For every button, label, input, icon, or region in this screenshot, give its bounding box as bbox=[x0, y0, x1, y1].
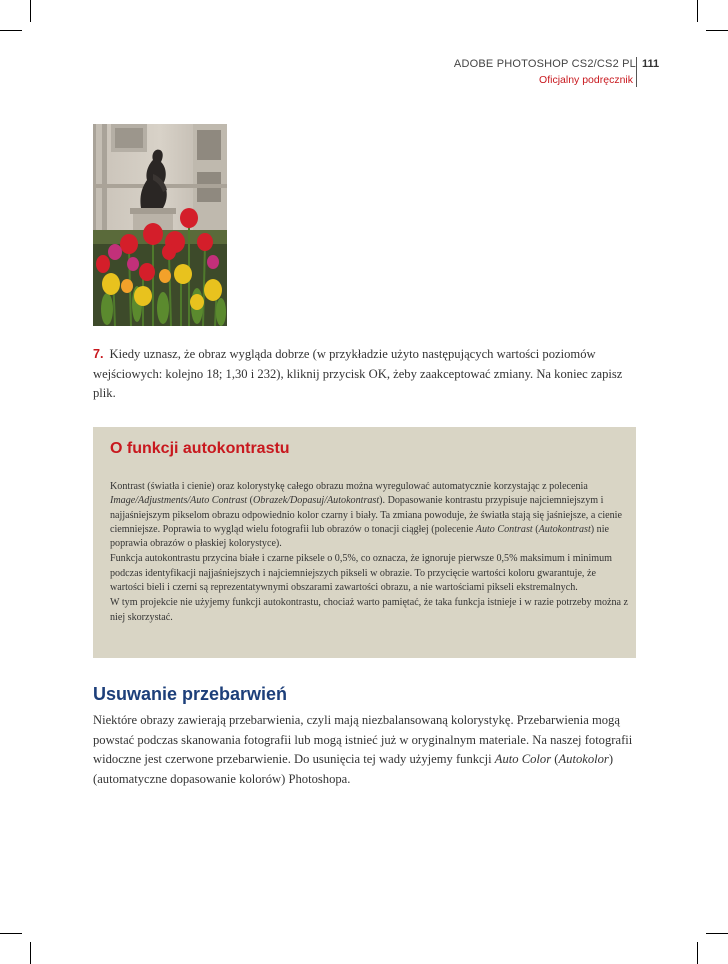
sidebar-box bbox=[93, 427, 636, 658]
step-text: Kiedy uznasz, że obraz wygląda dobrze (w przykładzie użyto następujących wartości poziomów wejściowych: kolejno 18; 1,30 i 232), kliknij przycisk OK, żeby zaakceptować zmiany. Na koniec zapisz plik. bbox=[93, 347, 623, 400]
text-run: ( bbox=[532, 523, 539, 535]
text-run: ( bbox=[551, 752, 559, 766]
command-name: Auto Color bbox=[494, 752, 552, 766]
running-subtitle: Oficjalny podręcznik bbox=[539, 74, 633, 86]
crop-mark bbox=[706, 933, 728, 934]
command-name: Autokontrast bbox=[538, 523, 591, 535]
sidebar-title: O funkcji autokontrastu bbox=[110, 440, 290, 457]
tulip-photo bbox=[93, 124, 227, 326]
text-run: ( bbox=[247, 495, 253, 507]
menu-path: Obrazek/Dopasuj/Autokontrast bbox=[253, 495, 380, 507]
text-run: ) nie poprawia obrazów o płaskiej kolorystyce). bbox=[110, 523, 609, 550]
sidebar-paragraph: Funkcja autokontrastu przycina białe i czarne piksele o 0,5%, co oznacza, że ignoruje pierwsze 0,5% maksimum i minimum podczas identyfikacji najjaśniejszych i najciemniejszych pikseli w obrazie. To przycięcie wartości koloru gwarantuje, że wartości bieli i czerni są reprezentatywnymi obszarami zawartości obrazu, a nie wartościami pikseli ekstremalnych. bbox=[110, 553, 613, 594]
crop-mark bbox=[697, 942, 698, 964]
crop-mark bbox=[697, 0, 698, 22]
sidebar-paragraph: W tym projekcie nie użyjemy funkcji autokontrastu, chociaż warto pamiętać, że taka funkcja istnieje i w razie potrzeby można z niej skorzystać. bbox=[110, 597, 629, 623]
crop-mark bbox=[30, 0, 31, 22]
section-heading: Usuwanie przebarwień bbox=[93, 684, 288, 704]
menu-path: Image/Adjustments/Auto Contrast bbox=[110, 495, 248, 507]
text-run: Niektóre obrazy zawierają przebarwienia, czyli mają niezbalansowaną kolorystykę. Przebarwienia mogą powstać podczas skanowania fotografii lub mogą istnieć już w oryginalnym materiale. Na naszej fotografii widoczne jest czerwone przebarwienie. Do usunięcia tej wady użyjemy funkcji bbox=[93, 713, 633, 766]
command-name: Auto Contrast bbox=[475, 523, 533, 535]
section-body bbox=[93, 711, 633, 789]
step-number: 7. bbox=[93, 347, 104, 361]
page-number: 111 bbox=[642, 58, 660, 70]
crop-mark bbox=[30, 942, 31, 964]
step-paragraph bbox=[93, 345, 633, 404]
header-divider bbox=[636, 57, 637, 87]
crop-mark bbox=[0, 933, 22, 934]
sidebar-body bbox=[110, 480, 630, 626]
crop-mark bbox=[0, 30, 22, 31]
crop-mark bbox=[706, 30, 728, 31]
text-run: Kontrast (światła i cienie) oraz kolorystykę całego obrazu można wyregulować automatycznie korzystając z polecenia bbox=[110, 481, 588, 492]
text-run: ). Dopasowanie kontrastu przypisuje najciemniejszym i najjaśniejszym pikselom obrazu odpowiednio kolor czarny i biały. Ta zmiana powoduje, że światła stają się jaśniejsze, a cienie ciemniejsze. Poprawia to wygląd wielu fotografii lub obrazów o tonacji ciągłej (polecenie bbox=[110, 495, 622, 535]
section-paragraph bbox=[93, 711, 633, 789]
sidebar-paragraph bbox=[110, 480, 630, 551]
command-name: Autokolor bbox=[558, 752, 609, 766]
text-run: ) (automatyczne dopasowanie kolorów) Photoshopa. bbox=[93, 752, 614, 786]
running-title: ADOBE PHOTOSHOP CS2/CS2 PL bbox=[453, 58, 636, 70]
